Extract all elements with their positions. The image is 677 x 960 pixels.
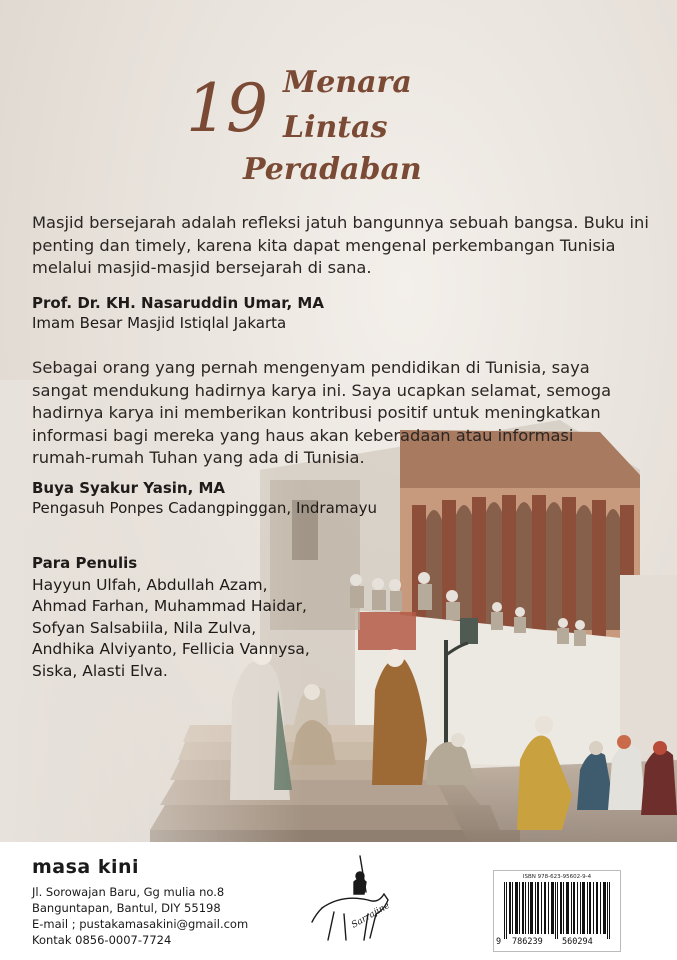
endorser-name-2: Buya Syakur Yasin, MA: [32, 479, 226, 497]
writers-line: Siska, Alasti Elva.: [32, 661, 168, 680]
endorsement-quote-1: Masjid bersejarah adalah refleksi jatuh bangunnya sebuah bangsa. Buku ini penting dan timely, karena kita dapat mengenal perkembangan Tunisia melalui masjid-masjid bersejarah di sana.: [32, 213, 649, 277]
endorser-name-1: Prof. Dr. KH. Nasaruddin Umar, MA: [32, 294, 324, 312]
publisher-footer: [0, 842, 677, 960]
title-number: 19: [186, 70, 266, 147]
writers-line: Andhika Alviyanto, Fellicia Vannysa,: [32, 640, 310, 658]
writers-line: Hayyun Ulfah, Abdullah Azam,: [32, 575, 268, 594]
endorser-role-1: Imam Besar Masjid Istiqlal Jakarta: [32, 314, 287, 332]
writers-list: [32, 553, 310, 682]
title-line-2: Lintas: [283, 110, 388, 145]
imprint-logo-label: Sarrajine: [350, 900, 392, 931]
publisher-address-1: Jl. Sorowajan Baru, Gg mulia no.8: [32, 885, 225, 899]
isbn-text: ISBN 978-623-95602-9-4: [522, 874, 592, 880]
endorser-role-2: Pengasuh Ponpes Cadangpinggan, Indramayu: [32, 499, 377, 517]
publisher-email: E-mail ; pustakamasakini@gmail.com: [32, 917, 249, 931]
writers-heading: Para Penulis: [32, 554, 138, 572]
barcode-digits-group-1: 786239: [512, 937, 543, 947]
endorser-2: [32, 478, 377, 518]
barcode-digits-group-2: 560294: [562, 937, 593, 947]
writers-line: Sofyan Salsabiila, Nila Zulva,: [32, 618, 257, 637]
title-line-1: Menara: [283, 65, 412, 100]
publisher-name: masa kini: [32, 856, 140, 878]
title-line-3: Peradaban: [243, 152, 422, 187]
writers-line: Ahmad Farhan, Muhammad Haidar,: [32, 597, 307, 615]
endorser-1: [32, 293, 324, 333]
publisher-address-2: Banguntapan, Bantul, DIY 55198: [32, 901, 221, 915]
publisher-contact: Kontak 0856-0007-7724: [32, 933, 172, 947]
endorsement-quote-2: Sebagai orang yang pernah mengenyam pendidikan di Tunisia, saya sangat mendukung hadirnya karya ini. Saya ucapkan selamat, semoga hadirnya karya ini memberikan kontribusi positif untuk meningkatkan informasi bagi mereka yang haus akan keberadaan atau informasi rumah-rumah Tuhan yang ada di Tunisia.: [32, 358, 612, 467]
barcode-digit-lead: 9: [496, 937, 502, 947]
isbn-barcode: [493, 870, 621, 952]
